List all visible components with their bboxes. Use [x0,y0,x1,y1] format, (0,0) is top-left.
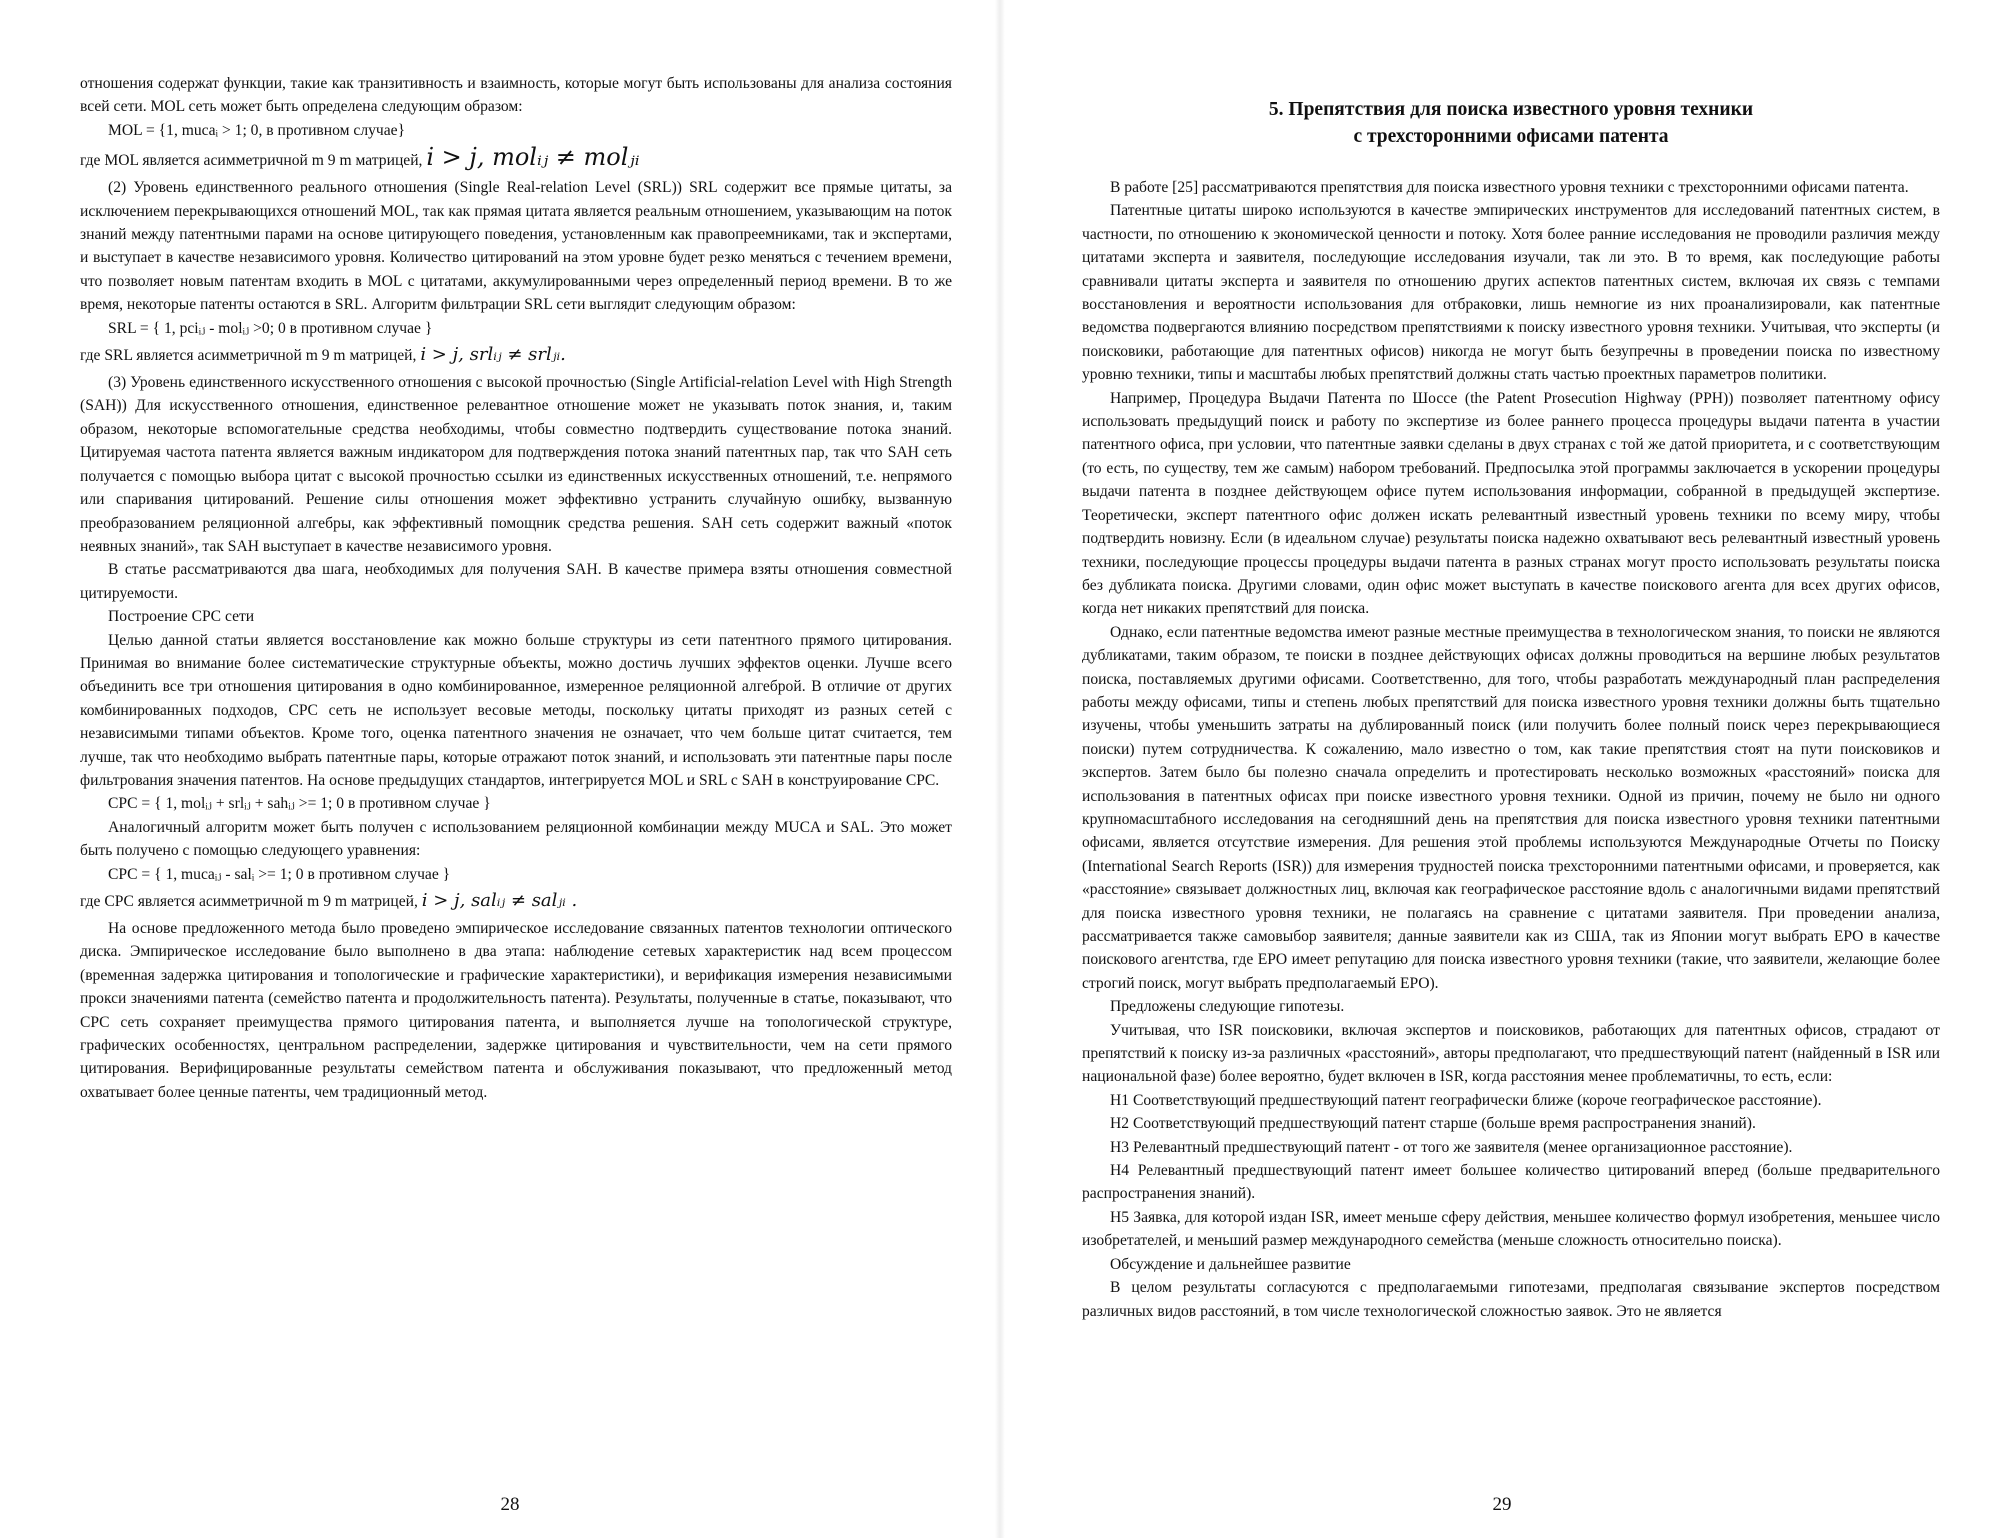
formula-where-text: где MOL является асимметричной m 9 m матрицей, [80,152,423,170]
paragraph: Однако, если патентные ведомства имеют разные местные преимущества в технологическом знания, то поиски не являются дубликатами, таким образом, те поиски в позднее действующих офисах должны проводиться на вершине любых результатов поиска, поставляемых другими офисами. Соответственно, для того, чтобы разработать международный план распределения работы между офисами, типы и степень любых препятствий для поиска известного уровня техники должны быть тщательно изучены, чтобы уменьшить затраты на дублированный поиск (или получить более полный поиск через перекрывающиеся поиски) путем сотрудничества. К сожалению, мало известно о том, как такие препятствия стоят на пути поисковиков и экспертов. Затем было бы полезно сначала определить и протестировать несколько возможных «расстояний» поиска для использования в патентных офисах при поиске известного уровня техники. Одной из причин, почему не было ни одного крупномасштабного исследования на сегодняшний день на препятствия для поиска известного уровня техники патентными офисами, является отсутствие измерения. Для решения этой проблемы используются Международные Отчеты по Поиску (International Search Reports (ISR)) для измерения трудностей поиска трехсторонними патентными офисами, и проверяется, как «расстояние» связывает должностных лиц, включая как географическое расстояние вдоль с аналогичными видами препятствий для поиска известного уровня техники, не полагаясь на сравнение с цитатами заявителя. При проведении анализа, рассматривается также самовыбор заявителя; данные заявители как из США, так из Японии могут выбрать EPO в качестве поискового агентства, где EPO имеет репутацию для поиска известного уровня техники (такие, что заявители, желающие более строгий поиск, могут выбрать предполагаемый EPO). [1082,623,1940,992]
paragraph: Аналогичный алгоритм может быть получен с использованием реляционной комбинации между MUCA и SAL. Это может быть получено с помощью следующего уравнения: [80,818,952,860]
heading-line: с трехсторонними офисами патента [1353,126,1669,147]
page-number: 29 [1492,1494,1512,1515]
hypothesis-h4: H4 Релевантный предшествующий патент имеет большее количество цитирований вперед (больше предварительного распространения знаний). [1082,1162,1940,1203]
formula-math: i > j, srlᵢⱼ ≠ srlⱼᵢ. [420,344,566,366]
paragraph: На основе предложенного метода было проведено эмпирическое исследование связанных патентов технологии оптического диска. Эмпирическое исследование было выполнено в два этапа: наблюдение сетевых характеристик над всем процессом (временная задержка цитирования и топологические и графические характеристики), и верификация измерения независимыми прокси значениями патента (семейство патента и продолжительность патента). Результаты, полученные в статье, показывают, что CPC сеть сохраняет преимущества прямого цитирования патента, и выполняется лучше на топологической структуре, графических особенностях, центральном распределении, задержке цитирования и чувствительности, чем на сети прямого цитирования. Верифицированные результаты семейством патента и обслуживания показывают, что предложенный метод охватывает более ценные патенты, чем традиционный метод. [80,920,952,1101]
formula-cpc-2: CPC = { 1, mucaᵢⱼ - salᵢ >= 1; 0 в противном случае } [108,865,451,883]
section-title: Построение CPC сети [108,608,255,626]
heading-line: 5. Препятствия для поиска известного уровня техники [1268,99,1754,120]
formula-where-text: где CPC является асимметричной m 9 m матрицей, [80,893,418,910]
page-number: 28 [500,1494,520,1515]
hypothesis-h1: H1 Соответствующий предшествующий патент географически ближе (короче географическое расстояние). [1110,1091,1822,1109]
paragraph: В работе [25] рассматриваются препятствия для поиска известного уровня техники с трехсторонними офисами патента. [1110,179,1909,196]
formula-mol-where [80,142,952,176]
formula-math: i > j, salᵢⱼ ≠ salⱼᵢ . [421,890,578,911]
formula-srl: SRL = { 1, pciᵢⱼ - molᵢⱼ >0; 0 в противном случае } [108,319,433,337]
left-page-text [80,72,952,1104]
paragraph: (3) Уровень единственного искусственного отношения с высокой прочностью (Single Artificial-relation Level with High Strength (SAH)) Для искусственного отношения, единственное релевантное отношение может не указывать поток знания, и, таким образом, некоторые вспомогательные средства необходимы, чтобы совместно подтвердить существование потока знаний. Цитируемая частота патента является важным индикатором для подтверждения потока знаний патентных пар, так что SAH сеть получается с помощью выбора цитат с высокой прочностью ссылки из единственных искусственных отношений, т.е. непрямого или спаривания цитирований. Решение силы отношения может эффективно устранить случайную ошибку, вызванную преобразованием реляционной алгебры, как эффективный помощник средства решения. SAH сеть содержит важный «поток неявных знаний», так SAH выступает в качестве независимого уровня. [80,374,952,555]
right-page-text [1082,176,1940,1323]
formula-srl-where [80,340,952,371]
chapter-heading [1082,96,1940,150]
right-page [1000,0,2000,1538]
hypothesis-h2: H2 Соответствующий предшествующий патент старше (больше время распространения знаний). [1110,1115,1756,1133]
paragraph: В статье рассматриваются два шага, необходимых для получения SAH. В качестве примера взяты отношения совместной цитируемости. [80,561,952,602]
paragraph: Учитывая, что ISR поисковики, включая экспертов и поисковиков, работающих для патентных офисов, страдают от препятствий к поиску из-за различных «расстояний», авторы предполагают, что предшествующий патент (найденный в ISR или национальной фазе) более вероятно, будет включен в ISR, когда расстояния менее проблематичны, то есть, если: [1082,1021,1940,1086]
hypothesis-h3: H3 Релевантный предшествующий патент - от того же заявителя (менее организационное расстояние). [1110,1138,1793,1156]
paragraph: Патентные цитаты широко используются в качестве эмпирических инструментов для исследований патентных систем, в частности, по отношению к экономической ценности и потоку. Хотя более ранние исследования не проводили различия между цитатами эксперта и заявителя, последующие исследования изучали, так ли это. В то время, как последующие работы сравнивали цитаты эксперта и заявителя по отношению других аспектов патентных систем, включая их связь с темпами восстановления и вероятности использования для отбраковки, лишь немногие из них проанализировали, как патентные ведомства подвергаются влиянию посредством препятствиями к поиску известного уровня техники. Учитывая, что эксперты (и поисковики, работающие для патентных офисов) никогда не могут быть безупречны в проведении поиска по известному уровню техники, типы и масштабы любых препятствий должны стать частью проектных параметров политики. [1082,202,1940,384]
paragraph: Предложены следующие гипотезы. [1110,998,1345,1016]
section-title: Обсуждение и дальнейшее развитие [1110,1255,1351,1273]
paragraph: (2) Уровень единственного реального отношения (Single Real-relation Level (SRL)) SRL содержит все прямые цитаты, за исключением перекрывающихся отношений MOL, так как прямая цитата является реальным отношением, указывающим на поток знаний между патентными парами на основе цитирующего поведения, установленным как правопреемниками, так и экспертами, и выступает в качестве независимого уровня. Количество цитирований на этом уровне будет резко меняться с течением времени, что позволяет новым патентам входить в MOL с цитатами, аккумулированными через определенный период времени. В то же время, некоторые патенты остаются в SRL. Алгоритм фильтрации SRL сети выглядит следующим образом: [80,179,952,314]
paragraph: Целью данной статьи является восстановление как можно больше структуры из сети патентного прямого цитирования. Принимая во внимание более систематические структурные объекты, можно достичь лучших эффектов оценки. Лучше всего объединить все три отношения цитирования в одно комбинированное, измеренное реляционной алгеброй. В отличие от других комбинированных подходов, CPC сеть не использует весовые методы, поскольку цитаты приходят из разных сетей с независимыми типами объектов. Кроме того, оценка патентного значения не означает, что чем больше цитат считается, тем лучше, так что необходимо выбрать патентные пары, которые отражают поток знаний, и использовать эти патентные пары после фильтрования значения патентов. На основе предыдущих стандартов, интегрируется MOL и SRL с SAH в конструирование CPC. [80,631,952,789]
formula-where-text: где SRL является асимметричной m 9 m матрицей, [80,347,417,365]
formula-cpc: CPC = { 1, molᵢⱼ + srlᵢⱼ + sahᵢⱼ >= 1; 0 в противном случае } [108,795,491,813]
hypothesis-h5: H5 Заявка, для которой издан ISR, имеет меньше сферу действия, меньшее количество формул изобретения, меньшее число изобретателей, и меньший размер международного семейства (меньше сложность относительно поиска). [1082,1208,1940,1250]
formula-cpc-where [80,886,952,917]
formula-mol: MOL = {1, mucaᵢ > 1; 0, в противном случае} [108,121,406,139]
formula-math: i > j, molᵢⱼ ≠ molⱼᵢ [426,143,640,172]
paragraph: Например, Процедура Выдачи Патента по Шоссе (the Patent Prosecution Highway (PPH)) позволяет патентному офису использовать предыдущий поиск и работу по экспертизе из более раннего процесса процедуры выдачи патента в участии патентного офиса, при условии, что патентные заявки сделаны в двух странах с той же датой приоритета, и с соответствующим (то есть, по существу, тем же самым) набором требований. Предпосылка этой программы заключается в ускорении процедуры выдачи патента в позднее действующем офисе путем использования информации, собранной в предыдущей экспертизе. Теоретически, эксперт патентного офис должен искать релевантный известный уровень техники по всему миру, чтобы подтвердить новизну. Если (в идеальном случае) результаты поиска надежно охватывают весь релевантный известный уровень техники, последующие процессы процедуры выдачи патента в разных странах могут просто использовать результаты поиска без дубликата поиска. Другими словами, один офис может выступать в качестве поискового агента для всех других офисов, когда нет никаких препятствий для поиска. [1082,389,1940,618]
paragraph: В целом результаты согласуются с предполагаемыми гипотезами, предполагая связывание экспертов посредством различных видов расстояний, в том числе технологической сложностью заявок. Это не является [1082,1279,1940,1320]
paragraph: отношения содержат функции, такие как транзитивность и взаимность, которые могут быть использованы для анализа состояния всей сети. MOL сеть может быть определена следующим образом: [80,75,952,116]
